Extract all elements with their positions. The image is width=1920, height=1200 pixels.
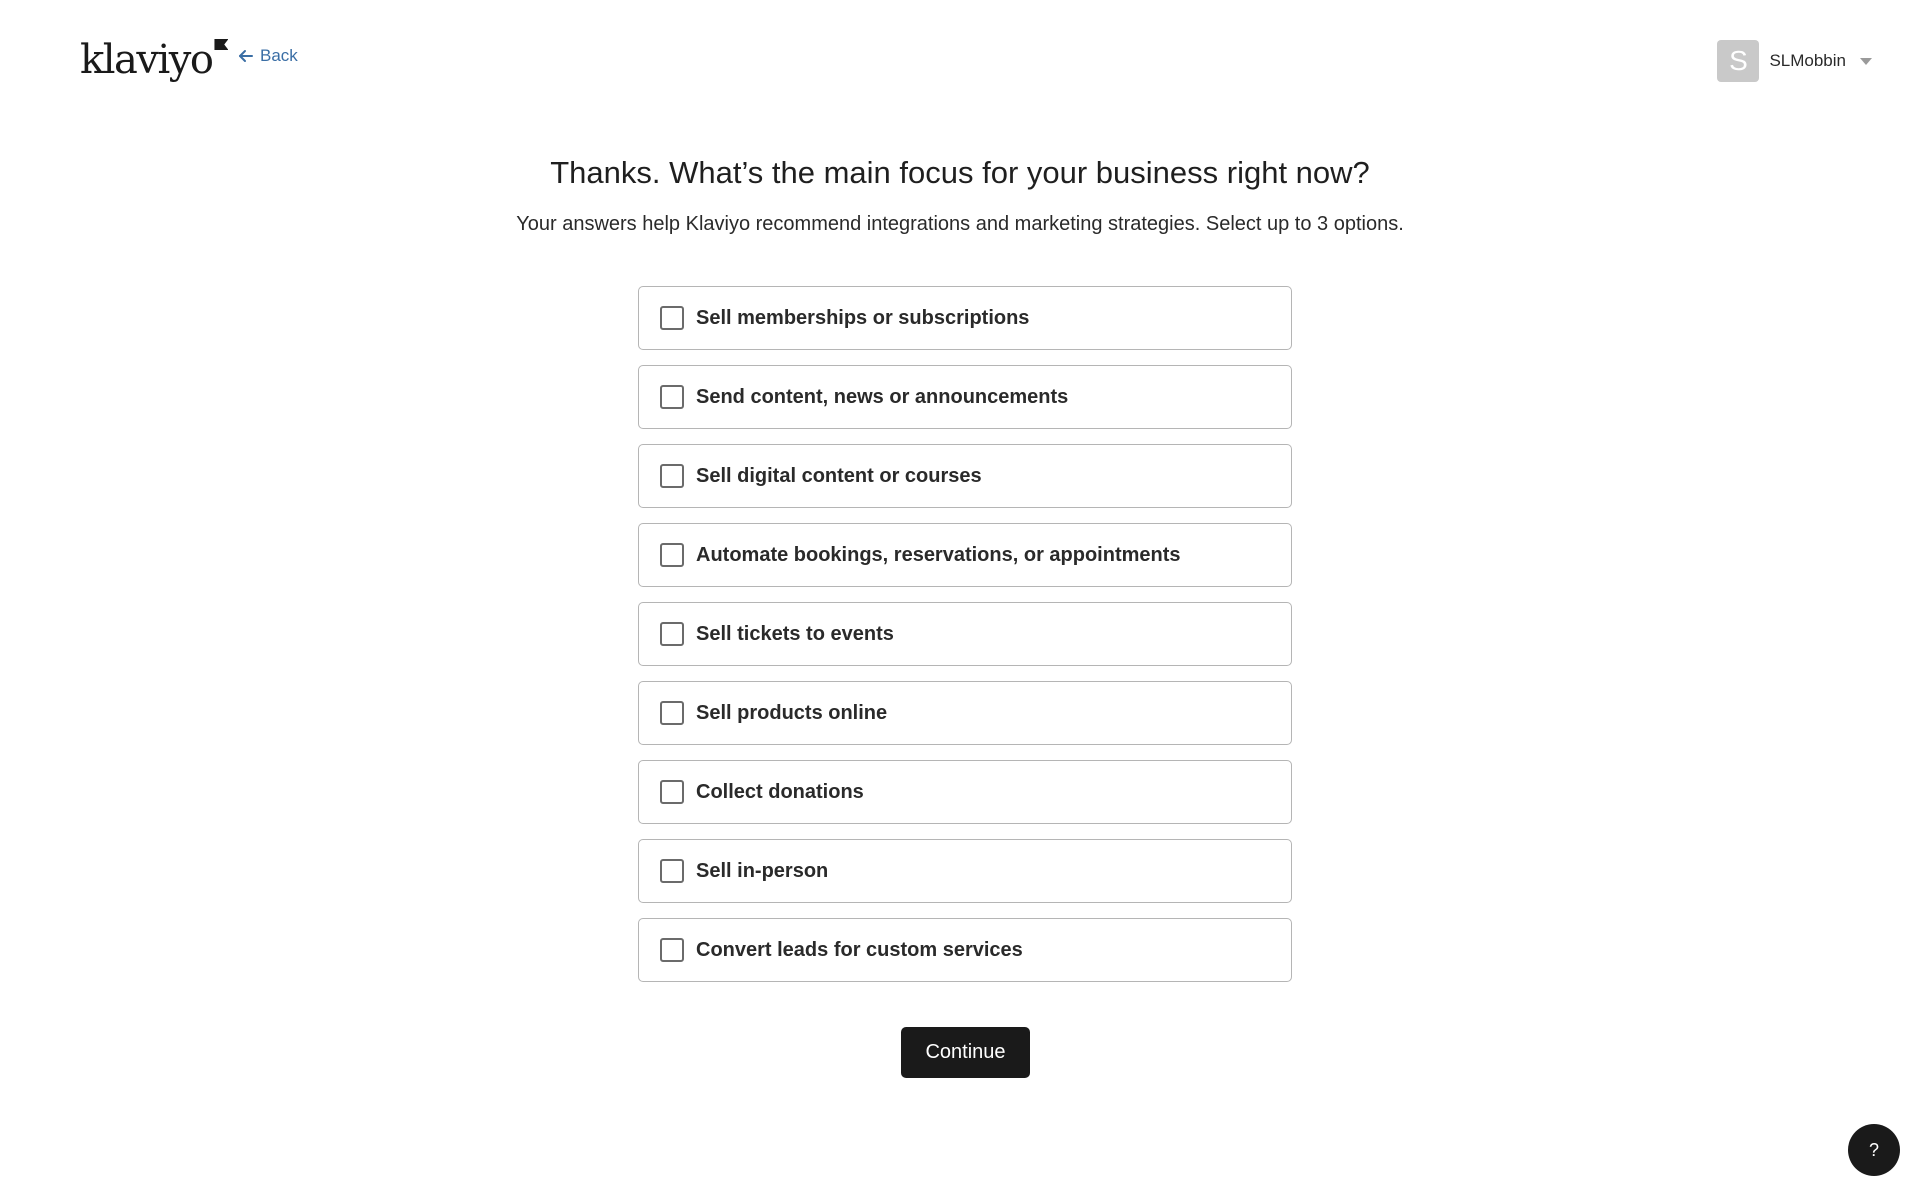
option-content-news[interactable] — [638, 365, 1292, 429]
checkbox[interactable] — [660, 938, 684, 962]
klaviyo-logo[interactable] — [80, 34, 228, 83]
checkbox[interactable] — [660, 543, 684, 567]
caret-down-icon — [1860, 58, 1872, 65]
option-custom-services[interactable] — [638, 918, 1292, 982]
back-label: Back — [260, 46, 298, 65]
logo-flag-icon — [214, 39, 228, 50]
focus-options-list — [638, 286, 1292, 982]
checkbox[interactable] — [660, 464, 684, 488]
user-menu[interactable] — [1717, 40, 1872, 82]
option-label: Sell digital content or courses — [696, 464, 982, 487]
option-digital-content[interactable] — [638, 444, 1292, 508]
option-label: Send content, news or announcements — [696, 385, 1069, 408]
option-tickets[interactable] — [638, 602, 1292, 666]
checkbox[interactable] — [660, 385, 684, 409]
logo-text: klaviyo — [80, 37, 213, 83]
page-subtitle: Your answers help Klaviyo recommend integrations and marketing strategies. Select up to 3 options. — [516, 213, 1404, 235]
option-label: Sell tickets to events — [696, 622, 894, 645]
arrow-left-icon — [238, 48, 254, 64]
back-link[interactable] — [238, 46, 298, 66]
option-donations[interactable] — [638, 760, 1292, 824]
option-label: Sell memberships or subscriptions — [696, 306, 1030, 329]
option-label: Convert leads for custom services — [696, 938, 1023, 961]
continue-button[interactable]: Continue — [901, 1027, 1030, 1078]
user-name: SLMobbin — [1769, 51, 1846, 70]
option-products-online[interactable] — [638, 681, 1292, 745]
checkbox[interactable] — [660, 701, 684, 725]
checkbox[interactable] — [660, 780, 684, 804]
option-label: Sell products online — [696, 701, 888, 724]
checkbox[interactable] — [660, 306, 684, 330]
checkbox[interactable] — [660, 859, 684, 883]
option-label: Sell in-person — [696, 859, 829, 882]
option-bookings[interactable] — [638, 523, 1292, 587]
checkbox[interactable] — [660, 622, 684, 646]
option-in-person[interactable] — [638, 839, 1292, 903]
page-title: Thanks. What’s the main focus for your business right now? — [550, 155, 1370, 190]
help-button[interactable]: ? — [1848, 1124, 1900, 1176]
avatar: S — [1717, 40, 1759, 82]
option-label: Automate bookings, reservations, or appointments — [696, 543, 1181, 566]
option-label: Collect donations — [696, 780, 864, 803]
option-memberships[interactable] — [638, 286, 1292, 350]
